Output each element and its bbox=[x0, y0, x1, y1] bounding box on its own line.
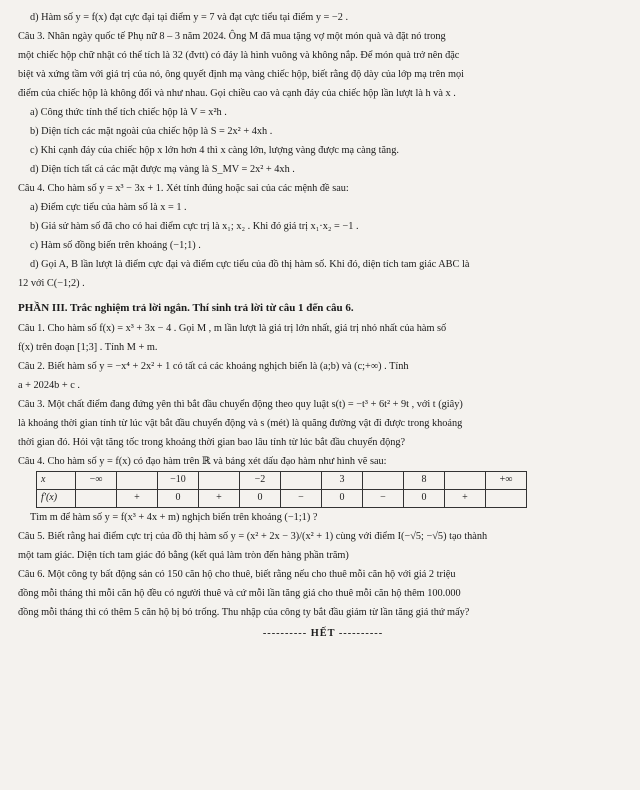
text-line: đồng mỗi tháng thì có thêm 5 căn hộ bị bỏ trống. Thu nhập của công ty bắt đầu giảm từ lần tăng giá thứ mấy? bbox=[18, 607, 470, 618]
text-line: a) Điểm cực tiểu của hàm số là x = 1 . bbox=[30, 202, 187, 213]
sign-table-sign-cell: − bbox=[281, 490, 322, 508]
end-marker: ---------- HẾT ---------- bbox=[262, 628, 384, 639]
text-line: Câu 5. Biết rằng hai điểm cực trị của đồ thị hàm số y = (x² + 2x − 3)/(x² + 1) cùng với điểm I(−√5; −√5) tạo thành bbox=[18, 531, 488, 542]
text-line: Câu 6. Một công ty bất động sản có 150 căn hộ cho thuê, biết rằng nếu cho thuê mỗi căn hộ với giá 2 triệu bbox=[18, 569, 456, 580]
sign-table-sign-cell: + bbox=[445, 490, 486, 508]
text-line: f(x) trên đoạn [1;3] . Tính M + m. bbox=[18, 342, 158, 353]
text-line: Câu 4. Cho hàm số y = x³ − 3x + 1. Xét tính đúng hoặc sai của các mệnh đề sau: bbox=[18, 183, 349, 194]
section-heading: PHẦN III. Trắc nghiệm trả lời ngắn. Thí sinh trả lời từ câu 1 đến câu 6. bbox=[18, 302, 354, 314]
text-line: Câu 4. Cho hàm số y = f(x) có đạo hàm trên ℝ và bảng xét dấu đạo hàm như hình vẽ sau: bbox=[18, 456, 387, 467]
sign-table-label: x bbox=[37, 472, 76, 490]
sign-table-sign-cell bbox=[76, 490, 117, 508]
text-line: c) Khi cạnh đáy của chiếc hộp x lớn hơn 4 thì x càng lớn, lượng vàng được mạ càng tăng. bbox=[30, 145, 399, 156]
sign-table-sign-cell: + bbox=[199, 490, 240, 508]
text-line: d) Diện tích tất cả các mặt được mạ vàng là S_MV = 2x² + 4xh . bbox=[30, 164, 295, 175]
sign-table-x-cell bbox=[199, 472, 240, 490]
text-line: 12 với C(−1;2) . bbox=[18, 278, 85, 289]
text-line: d) Gọi A, B lần lượt là điểm cực đại và điểm cực tiểu của đồ thị hàm số. Khi đó, diện tích tam giác ABC là bbox=[30, 259, 470, 270]
sign-table-x-cell bbox=[281, 472, 322, 490]
text-line: thời gian đó. Hỏi vật tăng tốc trong khoảng thời gian bao lâu tính từ lúc bắt đầu chuyển động? bbox=[18, 437, 406, 448]
text-line: Câu 3. Một chất điểm đang đứng yên thì bắt đầu chuyển động theo quy luật s(t) = −t³ + 6t² + 9t , với t (giây) bbox=[18, 399, 463, 410]
questions-part-2 bbox=[18, 8, 628, 471]
sign-table-x-cell bbox=[117, 472, 158, 490]
sign-table-label: f′(x) bbox=[37, 490, 76, 508]
sign-table-x-cell bbox=[363, 472, 404, 490]
sign-table-x-cell: −2 bbox=[240, 472, 281, 490]
sign-table-x-row bbox=[37, 472, 527, 490]
sign-table-sign-cell: + bbox=[117, 490, 158, 508]
sign-table-sign-cell: 0 bbox=[404, 490, 445, 508]
sign-table-sign-cell: 0 bbox=[158, 490, 199, 508]
sign-table-sign-cell: − bbox=[363, 490, 404, 508]
text-line: Câu 1. Cho hàm số f(x) = x³ + 3x − 4 . Gọi M , m lần lượt là giá trị lớn nhất, giá trị nhỏ nhất của hàm số bbox=[18, 323, 447, 334]
sign-table-x-cell: 3 bbox=[322, 472, 363, 490]
text-line: là khoảng thời gian tính từ lúc vật bắt đầu chuyển động và s (mét) là quãng đường vật đi được trong khoảng bbox=[18, 418, 463, 429]
text-line: Câu 3. Nhân ngày quốc tế Phụ nữ 8 – 3 năm 2024. Ông M đã mua tặng vợ một món quà và đặt nó trong bbox=[18, 31, 446, 42]
sign-table-x-cell: 8 bbox=[404, 472, 445, 490]
questions-part-3 bbox=[18, 508, 628, 622]
sign-table-sign-cell: 0 bbox=[240, 490, 281, 508]
text-line: b) Giả sử hàm số đã cho có hai điểm cực trị là x₁; x₂ . Khi đó giá trị x₁·x₂ = −1 . bbox=[30, 221, 359, 232]
sign-table-x-cell: −∞ bbox=[76, 472, 117, 490]
text-line: b) Diện tích các mặt ngoài của chiếc hộp là S = 2x² + 4xh . bbox=[30, 126, 273, 137]
text-line: Câu 2. Biết hàm số y = −x⁴ + 2x² + 1 có tất cả các khoảng nghịch biến là (a;b) và (c;+∞) . Tính bbox=[18, 361, 409, 372]
sign-table bbox=[36, 471, 527, 508]
text-line: c) Hàm số đồng biến trên khoảng (−1;1) . bbox=[30, 240, 201, 251]
text-line: a + 2024b + c . bbox=[18, 380, 80, 391]
text-line: Tìm m để hàm số y = f(x³ + 4x + m) nghịch biến trên khoảng (−1;1) ? bbox=[30, 512, 318, 523]
sign-table-derivative-row bbox=[37, 490, 527, 508]
text-line: một chiếc hộp chữ nhật có thể tích là 32 (đvtt) có đáy là hình vuông và không nắp. Để món quà trở nên đặc bbox=[18, 50, 460, 61]
text-line: biệt và xứng tầm với giá trị của nó, ông quyết định mạ vàng chiếc hộp, biết rằng độ dày của lớp mạ trên mọi bbox=[18, 69, 464, 80]
sign-table-x-cell: −10 bbox=[158, 472, 199, 490]
sign-table-x-cell bbox=[445, 472, 486, 490]
text-line: d) Hàm số y = f(x) đạt cực đại tại điểm y = 7 và đạt cực tiểu tại điểm y = −2 . bbox=[30, 12, 349, 23]
sign-table-sign-cell: 0 bbox=[322, 490, 363, 508]
text-line: điểm của chiếc hộp là không đổi và như nhau. Gọi chiều cao và cạnh đáy của chiếc hộp lần lượt là h và x . bbox=[18, 88, 456, 99]
sign-table-x-cell: +∞ bbox=[486, 472, 527, 490]
text-line: a) Công thức tính thể tích chiếc hộp là V = x²h . bbox=[30, 107, 227, 118]
text-line: một tam giác. Diện tích tam giác đó bằng (kết quả làm tròn đến hàng phần trăm) bbox=[18, 550, 349, 561]
text-line: đồng mỗi tháng thì mỗi căn hộ đều có người thuê và cứ mỗi lần tăng giá cho thuê mỗi căn hộ thêm 100.000 bbox=[18, 588, 461, 599]
sign-table-sign-cell bbox=[486, 490, 527, 508]
